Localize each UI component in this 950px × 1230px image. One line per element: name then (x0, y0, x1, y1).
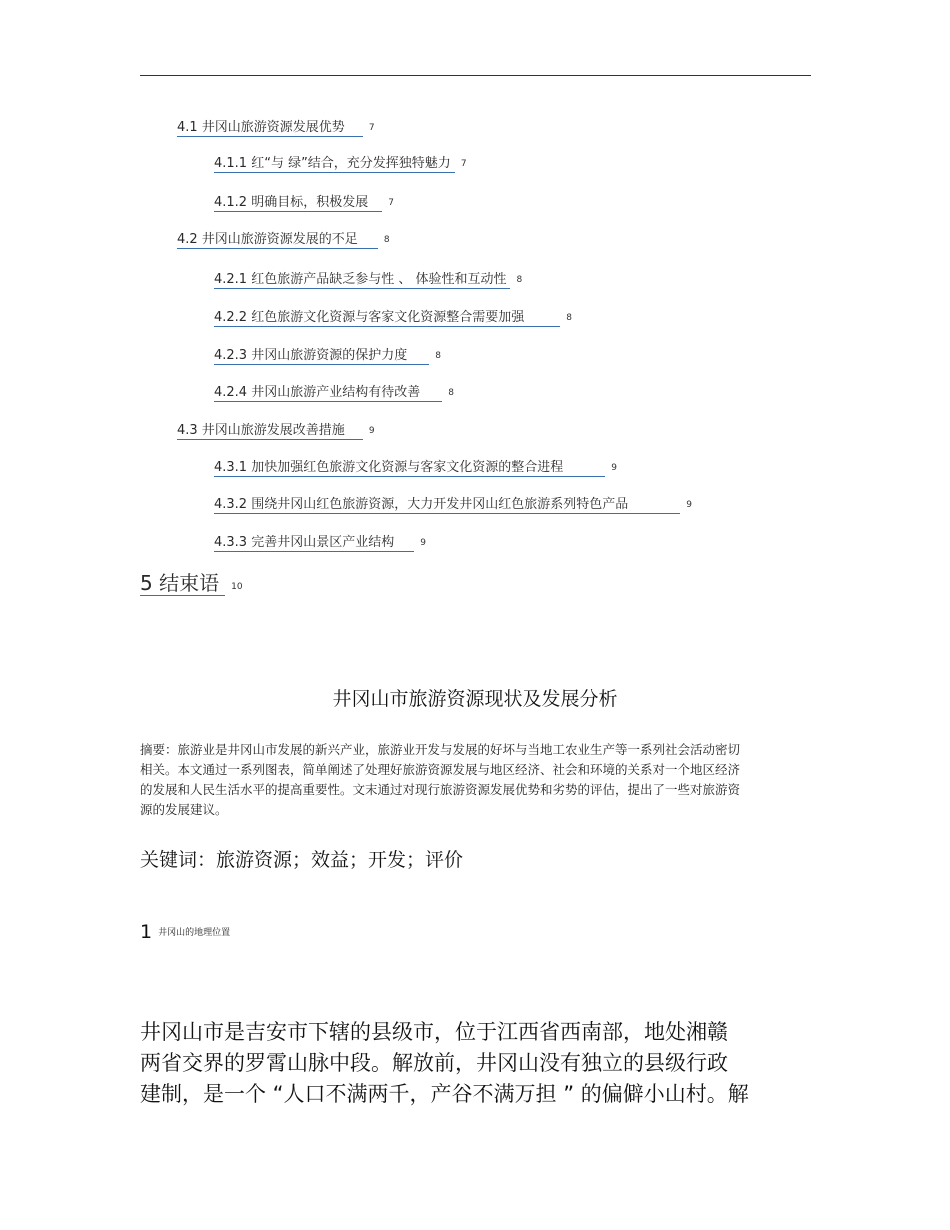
body-line: 两省交界的罗霄山脉中段。解放前，井冈山没有独立的县级行政 (140, 1051, 728, 1075)
section-title: 井冈山的地理位置 (158, 928, 231, 938)
toc-entry-page: 8 (448, 388, 454, 398)
toc-entry-page: 8 (435, 351, 441, 361)
toc-entry[interactable] (177, 116, 375, 136)
toc-entry[interactable] (214, 306, 572, 326)
abstract: 摘要：旅游业是井冈山市发展的新兴产业，旅游业开发与发展的好坏与当地工农业生产等一系列社会活动密切相关。本文通过一系列图表，简单阐述了处理好旅游资源发展与地区经济、社会和环境的关系对一个地区经济的发展和人民生活水平的提高重要性。文末通过对现行旅游资源发展优势和劣势的评估，提出了一些对旅游资源的发展建议。 (140, 742, 741, 817)
toc-entry-label[interactable]: 4.2.3 井冈山旅游资源的保护力度 (214, 347, 429, 365)
section-heading (140, 921, 230, 943)
toc-entry[interactable] (214, 531, 426, 551)
toc-entry-page: 8 (566, 313, 572, 323)
toc-entry-page: 9 (611, 463, 617, 473)
toc-entry-label[interactable]: 4.1.2 明确目标，积极发展 (214, 194, 382, 212)
toc-entry-label[interactable]: 5 结束语 (140, 571, 225, 596)
toc-entry-page: 7 (460, 159, 467, 169)
toc-entry-label[interactable]: 4.3.3 完善井冈山景区产业结构 (214, 534, 414, 552)
toc-entry-label[interactable]: 4.2.4 井冈山旅游产业结构有待改善 (214, 384, 442, 402)
toc-entry[interactable] (214, 268, 522, 288)
body-paragraph (140, 1017, 800, 1110)
body-line: 井冈山市是吉安市下辖的县级市，位于江西省西南部，地处湘赣 (140, 1020, 728, 1044)
toc-entry[interactable] (214, 191, 394, 211)
toc-entry[interactable] (177, 419, 375, 439)
body-line: 建制，是一个 “人口不满两千，产谷不满万担 ” 的偏僻小山村。解 (140, 1082, 749, 1106)
toc-entry[interactable] (214, 152, 467, 172)
toc-entry-label[interactable]: 4.1.1 红“与 绿”结合，充分发挥独特魅力 (214, 155, 455, 173)
toc-entry-label[interactable]: 4.2.1 红色旅游产品缺乏参与性 、 体验性和互动性 (214, 271, 510, 289)
toc-entry[interactable] (140, 571, 243, 595)
toc-entry-label[interactable]: 4.3.1 加快加强红色旅游文化资源与客家文化资源的整合进程 (214, 459, 605, 477)
toc-entry-label[interactable]: 4.2 井冈山旅游资源发展的不足 (177, 231, 378, 249)
toc-entry[interactable] (214, 344, 441, 364)
toc-entry-label[interactable]: 4.3 井冈山旅游发展改善措施 (177, 422, 363, 440)
toc-entry[interactable] (177, 228, 390, 248)
toc-entry-page: 7 (368, 123, 375, 133)
toc-entry-page: 10 (231, 582, 243, 592)
toc-entry[interactable] (214, 493, 692, 513)
toc-entry-page: 9 (686, 500, 692, 510)
toc-entry-label[interactable]: 4.2.2 红色旅游文化资源与客家文化资源整合需要加强 (214, 309, 560, 327)
toc-entry-page: 9 (420, 538, 426, 548)
toc-entry-page: 7 (388, 198, 394, 208)
toc-entry-label[interactable]: 4.1 井冈山旅游资源发展优势 (177, 119, 363, 137)
paper-title: 井冈山市旅游资源现状及发展分析 (332, 688, 618, 710)
header-rule (140, 75, 811, 76)
toc-entry-label[interactable]: 4.3.2 围绕井冈山红色旅游资源，大力开发井冈山红色旅游系列特色产品 (214, 496, 680, 514)
toc-entry-page: 8 (516, 275, 523, 285)
toc-entry-page: 8 (383, 235, 390, 245)
section-number: 1 (140, 921, 153, 943)
toc-entry[interactable] (214, 456, 617, 476)
toc-entry[interactable] (214, 381, 454, 401)
toc-entry-page: 9 (368, 426, 375, 436)
keywords: 关键词：旅游资源；效益；开发；评价 (140, 849, 464, 871)
